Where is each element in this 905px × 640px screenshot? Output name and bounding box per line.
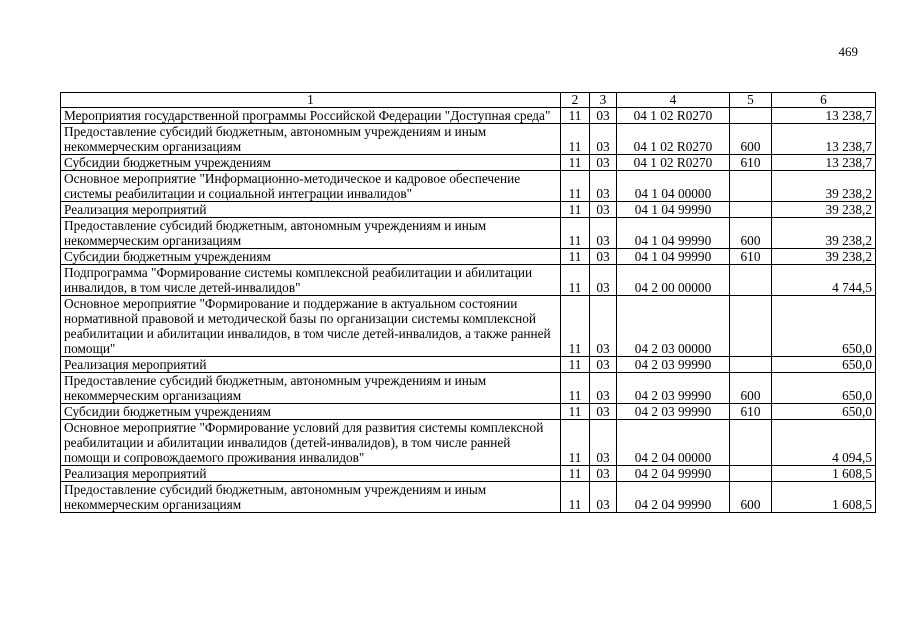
row-subsection-cell: 03 (590, 155, 617, 171)
row-subsection-cell: 03 (590, 218, 617, 249)
row-subsection-cell: 03 (590, 265, 617, 296)
row-amount-cell: 650,0 (772, 373, 876, 404)
table-row (61, 482, 876, 513)
row-section-cell: 11 (561, 202, 590, 218)
table-row (61, 202, 876, 218)
row-expense-type-cell (730, 265, 772, 296)
row-amount-cell: 4 744,5 (772, 265, 876, 296)
header-col-5: 5 (730, 93, 772, 108)
table-row (61, 108, 876, 124)
row-target-article-cell: 04 2 03 00000 (617, 296, 730, 357)
row-amount-cell: 650,0 (772, 404, 876, 420)
table-row (61, 155, 876, 171)
row-section-cell: 11 (561, 124, 590, 155)
row-section-cell: 11 (561, 265, 590, 296)
row-amount-cell: 650,0 (772, 296, 876, 357)
row-name-cell: Предоставление субсидий бюджетным, автономным учреждениям и иным некоммерческим организациям (61, 373, 561, 404)
row-expense-type-cell (730, 171, 772, 202)
row-section-cell: 11 (561, 249, 590, 265)
header-col-1: 1 (61, 93, 561, 108)
row-section-cell: 11 (561, 482, 590, 513)
table-row (61, 249, 876, 265)
row-target-article-cell: 04 1 02 R0270 (617, 124, 730, 155)
row-name-cell: Субсидии бюджетным учреждениям (61, 404, 561, 420)
row-amount-cell: 4 094,5 (772, 420, 876, 466)
row-amount-cell: 1 608,5 (772, 466, 876, 482)
row-target-article-cell: 04 2 03 99990 (617, 357, 730, 373)
row-expense-type-cell: 600 (730, 218, 772, 249)
row-name-cell: Мероприятия государственной программы Российской Федерации "Доступная среда" (61, 108, 561, 124)
row-amount-cell: 650,0 (772, 357, 876, 373)
row-section-cell: 11 (561, 171, 590, 202)
header-col-6: 6 (772, 93, 876, 108)
row-subsection-cell: 03 (590, 466, 617, 482)
row-expense-type-cell: 610 (730, 404, 772, 420)
budget-table (60, 92, 876, 513)
row-target-article-cell: 04 1 04 00000 (617, 171, 730, 202)
header-col-3: 3 (590, 93, 617, 108)
row-name-cell: Основное мероприятие "Формирование условий для развития системы комплексной реабилитации и абилитации инвалидов (детей-инвалидов), в том числе ранней помощи и сопровождаемого проживания инвалидов" (61, 420, 561, 466)
table-header-row (61, 93, 876, 108)
row-section-cell: 11 (561, 108, 590, 124)
row-subsection-cell: 03 (590, 404, 617, 420)
row-expense-type-cell (730, 202, 772, 218)
row-target-article-cell: 04 1 04 99990 (617, 249, 730, 265)
row-name-cell: Субсидии бюджетным учреждениям (61, 249, 561, 265)
row-name-cell: Основное мероприятие "Информационно-методическое и кадровое обеспечение системы реабилитации и социальной интеграции инвалидов" (61, 171, 561, 202)
row-expense-type-cell (730, 108, 772, 124)
row-name-cell: Предоставление субсидий бюджетным, автономным учреждениям и иным некоммерческим организациям (61, 218, 561, 249)
row-amount-cell: 1 608,5 (772, 482, 876, 513)
row-amount-cell: 39 238,2 (772, 202, 876, 218)
row-target-article-cell: 04 2 04 00000 (617, 420, 730, 466)
row-subsection-cell: 03 (590, 482, 617, 513)
row-target-article-cell: 04 1 02 R0270 (617, 155, 730, 171)
row-name-cell: Предоставление субсидий бюджетным, автономным учреждениям и иным некоммерческим организациям (61, 124, 561, 155)
row-amount-cell: 13 238,7 (772, 124, 876, 155)
table-row (61, 124, 876, 155)
row-section-cell: 11 (561, 420, 590, 466)
row-target-article-cell: 04 1 02 R0270 (617, 108, 730, 124)
table-row (61, 357, 876, 373)
row-section-cell: 11 (561, 404, 590, 420)
row-subsection-cell: 03 (590, 357, 617, 373)
row-section-cell: 11 (561, 466, 590, 482)
page-number: 469 (838, 44, 858, 59)
row-target-article-cell: 04 2 03 99990 (617, 373, 730, 404)
table-row (61, 171, 876, 202)
row-subsection-cell: 03 (590, 373, 617, 404)
row-target-article-cell: 04 2 04 99990 (617, 482, 730, 513)
row-target-article-cell: 04 1 04 99990 (617, 202, 730, 218)
table-row (61, 265, 876, 296)
row-section-cell: 11 (561, 357, 590, 373)
row-target-article-cell: 04 2 03 99990 (617, 404, 730, 420)
row-amount-cell: 13 238,7 (772, 155, 876, 171)
row-subsection-cell: 03 (590, 124, 617, 155)
row-subsection-cell: 03 (590, 420, 617, 466)
row-subsection-cell: 03 (590, 171, 617, 202)
row-name-cell: Реализация мероприятий (61, 466, 561, 482)
row-expense-type-cell (730, 466, 772, 482)
table-row (61, 218, 876, 249)
row-expense-type-cell (730, 296, 772, 357)
row-name-cell: Реализация мероприятий (61, 357, 561, 373)
row-name-cell: Субсидии бюджетным учреждениям (61, 155, 561, 171)
table-row (61, 404, 876, 420)
row-amount-cell: 39 238,2 (772, 249, 876, 265)
row-subsection-cell: 03 (590, 202, 617, 218)
row-expense-type-cell: 600 (730, 373, 772, 404)
row-expense-type-cell (730, 357, 772, 373)
row-name-cell: Основное мероприятие "Формирование и поддержание в актуальном состоянии нормативной правовой и методической базы по организации системы комплексной реабилитации и абилитации инвалидов, в том числе детей-инвалидов, а также ранней помощи" (61, 296, 561, 357)
row-section-cell: 11 (561, 155, 590, 171)
row-name-cell: Предоставление субсидий бюджетным, автономным учреждениям и иным некоммерческим организациям (61, 482, 561, 513)
header-col-2: 2 (561, 93, 590, 108)
row-expense-type-cell: 600 (730, 124, 772, 155)
row-section-cell: 11 (561, 373, 590, 404)
row-name-cell: Подпрограмма "Формирование системы комплексной реабилитации и абилитации инвалидов, в том числе детей-инвалидов" (61, 265, 561, 296)
row-expense-type-cell (730, 420, 772, 466)
table-row (61, 373, 876, 404)
row-amount-cell: 39 238,2 (772, 218, 876, 249)
row-subsection-cell: 03 (590, 296, 617, 357)
row-section-cell: 11 (561, 296, 590, 357)
row-expense-type-cell: 600 (730, 482, 772, 513)
row-expense-type-cell: 610 (730, 155, 772, 171)
row-section-cell: 11 (561, 218, 590, 249)
table-row (61, 420, 876, 466)
table-row (61, 296, 876, 357)
row-subsection-cell: 03 (590, 249, 617, 265)
row-target-article-cell: 04 2 00 00000 (617, 265, 730, 296)
row-amount-cell: 39 238,2 (772, 171, 876, 202)
row-subsection-cell: 03 (590, 108, 617, 124)
header-col-4: 4 (617, 93, 730, 108)
row-target-article-cell: 04 1 04 99990 (617, 218, 730, 249)
row-amount-cell: 13 238,7 (772, 108, 876, 124)
row-target-article-cell: 04 2 04 99990 (617, 466, 730, 482)
row-name-cell: Реализация мероприятий (61, 202, 561, 218)
row-expense-type-cell: 610 (730, 249, 772, 265)
table-row (61, 466, 876, 482)
